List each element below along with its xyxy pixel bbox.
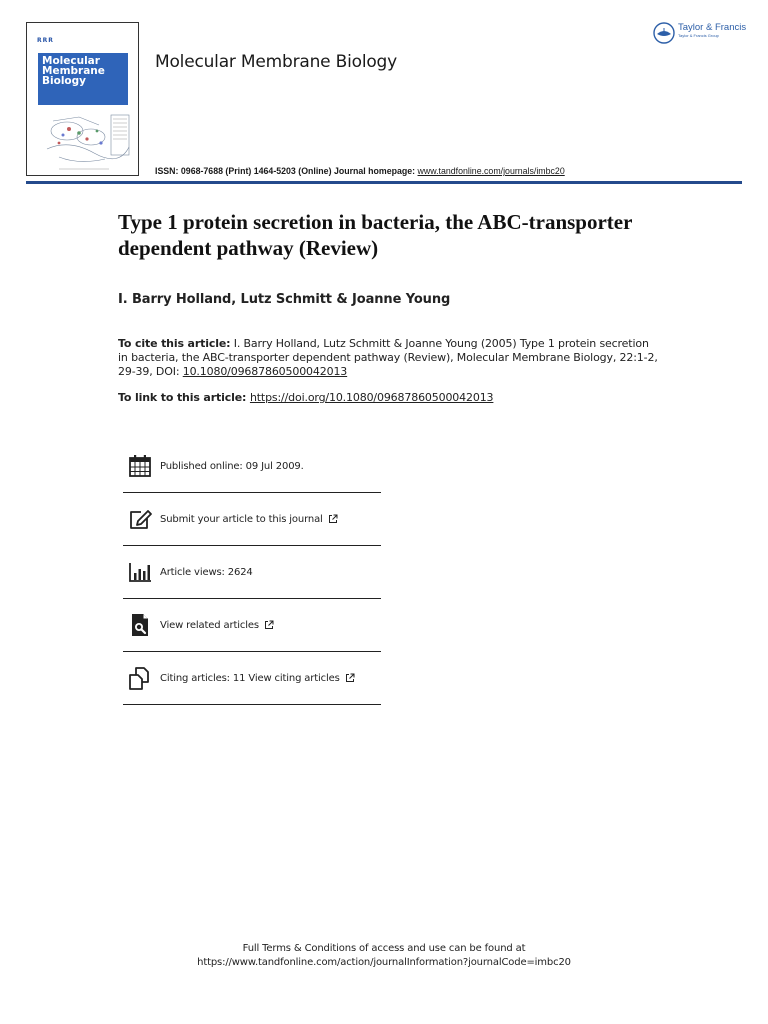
published-online-item [123,440,381,493]
terms-text: Full Terms & Conditions of access and use can be found at [242,943,526,954]
copy-documents-icon [127,665,153,691]
related-articles-item[interactable] [123,599,381,652]
published-online-text: Published online: 09 Jul 2009. [160,460,304,472]
journal-homepage-link[interactable]: www.tandfonline.com/journals/imbc20 [417,166,565,176]
cite-doi-link[interactable]: 10.1080/09687860500042013 [182,365,348,378]
cover-illustration [39,109,135,173]
article-title: Type 1 protein secretion in bacteria, the ABC-transporter dependent pathway (Review) [118,210,633,260]
cover-title-line: Membrane [42,65,105,77]
cover-title-line: Molecular [42,55,100,67]
cover-publisher-mark: RRR [37,37,54,44]
cover-title-band [38,53,128,105]
cite-label: To cite this article: [118,337,231,350]
cover-title-line: Biology [42,75,86,87]
citing-articles-text: Citing articles: 11 View citing articles [160,672,340,684]
link-label: To link to this article: [118,391,250,404]
article-doi-link[interactable]: https://doi.org/10.1080/09687860500042013 [249,391,494,404]
bar-chart-icon [127,559,153,585]
submit-article-text: Submit your article to this journal [160,513,323,525]
edit-icon [127,506,153,532]
article-views-text: Article views: 2624 [160,566,253,578]
journal-title[interactable]: Molecular Membrane Biology [155,52,397,72]
related-articles-text: View related articles [160,619,259,631]
article-authors: I. Barry Holland, Lutz Schmitt & Joanne Young [118,292,451,307]
cite-text: I. Barry Holland, Lutz Schmitt & Joanne Young (2005) Type 1 protein secretion in bacteria, the ABC-transporter dependent pathway (Review), Molecular Membrane Biology, 22:1-2, 29-39, DOI: [118,337,658,378]
terms-footer [0,942,768,970]
calendar-icon [127,453,153,479]
external-link-icon [328,514,338,524]
article-info-list [123,440,381,705]
related-articles-link[interactable] [160,620,274,631]
publisher-logo[interactable] [653,22,746,44]
article-link-line [118,391,493,404]
publisher-subname: Taylor & Francis Group [678,33,719,38]
submit-article-item[interactable] [123,493,381,546]
journal-cover [26,22,139,176]
issn-line [155,166,565,176]
issn-text: ISSN: 0968-7688 (Print) 1464-5203 (Online) Journal homepage: [155,166,418,176]
taylor-francis-icon [653,22,675,44]
terms-url[interactable]: https://www.tandfonline.com/action/journalInformation?journalCode=imbc20 [197,957,571,968]
submit-article-link[interactable] [160,514,338,525]
external-link-icon [264,620,274,630]
citing-articles-link[interactable] [160,673,355,684]
document-search-icon [127,612,153,638]
citing-articles-item[interactable] [123,652,381,705]
citation-block [118,337,658,379]
header-divider [26,181,742,184]
publisher-name: Taylor & Francis [678,22,747,33]
external-link-icon [345,673,355,683]
article-views-item [123,546,381,599]
